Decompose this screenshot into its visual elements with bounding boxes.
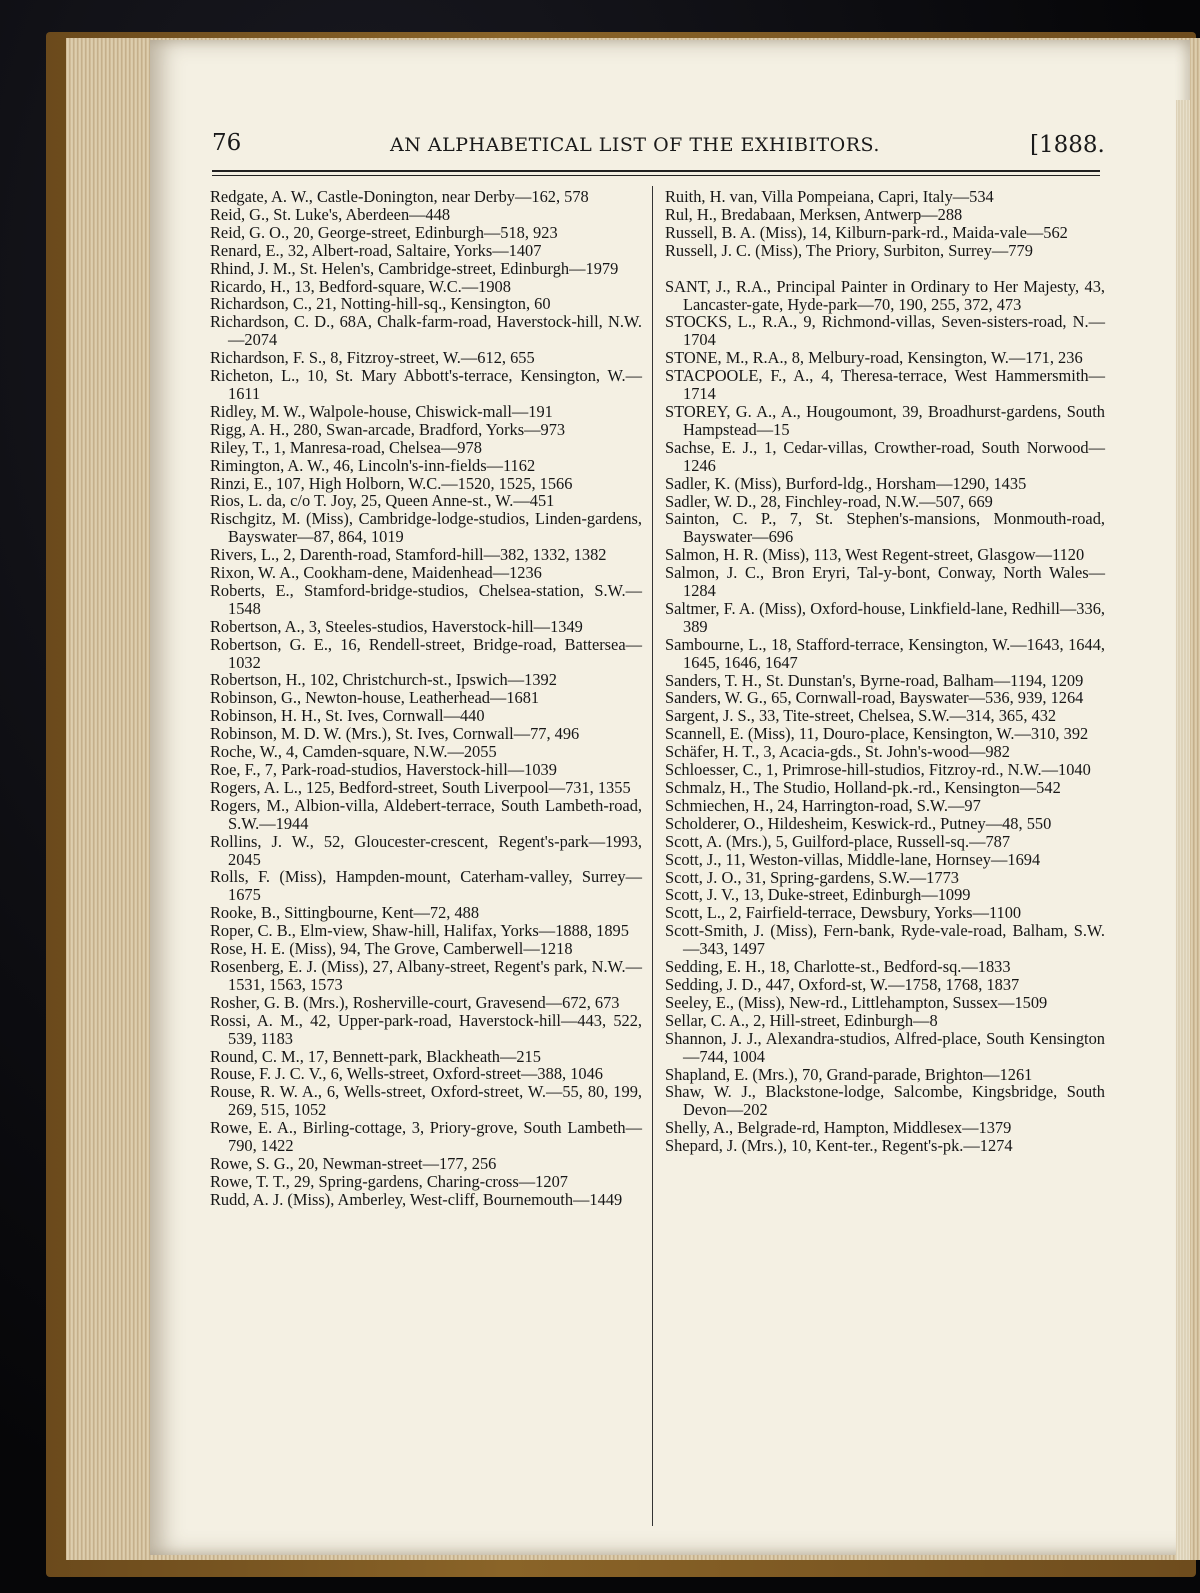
- exhibitor-entry: Sedding, E. H., 18, Charlotte-st., Bedford-sq.—1833: [665, 957, 1011, 977]
- exhibitor-entry: Shapland, E. (Mrs.), 70, Grand-parade, Brighton—1261: [665, 1064, 1033, 1084]
- exhibitor-entry: Shepard, J. (Mrs.), 10, Kent-ter., Regent's-pk.—1274: [665, 1136, 1013, 1156]
- header-rule-thin: [212, 175, 1100, 176]
- year-label: [1888.: [1030, 132, 1105, 158]
- exhibitor-entry: Russell, B. A. (Miss), 14, Kilburn-park-rd., Maida-vale—562: [665, 222, 1068, 242]
- exhibitor-entry: Reid, G. O., 20, George-street, Edinburgh—518, 923: [210, 222, 558, 242]
- exhibitor-entry: Sargent, J. S., 33, Tite-street, Chelsea, S.W.—314, 365, 432: [665, 706, 1057, 726]
- page-number: 76: [212, 130, 242, 156]
- exhibitor-entry: Redgate, A. W., Castle-Donington, near Derby—162, 578: [210, 187, 589, 206]
- exhibitor-entry: Shelly, A., Belgrade-rd, Hampton, Middlesex—1379: [665, 1118, 1012, 1138]
- exhibitor-entry: Rigg, A. H., 280, Swan-arcade, Bradford, Yorks—973: [210, 419, 566, 439]
- exhibitor-entry: Robinson, G., Newton-house, Leatherhead—1681: [210, 688, 540, 708]
- exhibitor-entry: Rose, H. E. (Miss), 94, The Grove, Camberwell—1218: [210, 939, 573, 959]
- exhibitor-entry: Rossi, A. M., 42, Upper-park-road, Haverstock-hill—443, 522, 539, 1183: [210, 1010, 642, 1048]
- exhibitor-entry: Salmon, J. C., Bron Eryri, Tal-y-bont, Conway, North Wales—1284: [665, 563, 1105, 601]
- exhibitor-entry: Rosher, G. B. (Mrs.), Rosherville-court, Gravesend—672, 673: [210, 992, 620, 1012]
- exhibitor-entry: Rosenberg, E. J. (Miss), 27, Albany-street, Regent's park, N.W.—1531, 1563, 1573: [210, 956, 642, 994]
- exhibitor-entry: Schmiechen, H., 24, Harrington-road, S.W.—97: [665, 795, 981, 815]
- left-column: [210, 188, 642, 1209]
- exhibitor-entry: Reid, G., St. Luke's, Aberdeen—448: [210, 204, 451, 224]
- exhibitor-entry: Richardson, C., 21, Notting-hill-sq., Kensington, 60: [210, 294, 551, 314]
- exhibitor-entry: Rivers, L., 2, Darenth-road, Stamford-hill—382, 1332, 1382: [210, 545, 607, 565]
- exhibitor-entry: Scott, L., 2, Fairfield-terrace, Dewsbury, Yorks—1100: [665, 903, 1022, 923]
- header-rule: [212, 170, 1100, 172]
- exhibitor-entry: Rouse, F. J. C. V., 6, Wells-street, Oxford-street—388, 1046: [210, 1064, 603, 1084]
- exhibitor-entry: Sadler, W. D., 28, Finchley-road, N.W.—507, 669: [665, 491, 993, 511]
- exhibitor-entry: Rischgitz, M. (Miss), Cambridge-lodge-studios, Linden-gardens, Bayswater—87, 864, 1019: [210, 509, 642, 547]
- exhibitor-entry: Rixon, W. A., Cookham-dene, Maidenhead—1236: [210, 563, 542, 583]
- exhibitor-entry: Shannon, J. J., Alexandra-studios, Alfred-place, South Kensington—744, 1004: [665, 1028, 1105, 1066]
- exhibitor-entry: Rul, H., Bredabaan, Merksen, Antwerp—288: [665, 204, 963, 224]
- exhibitor-entry: STACPOOLE, F., A., 4, Theresa-terrace, West Hammersmith—1714: [665, 366, 1105, 404]
- exhibitor-entry: Ruith, H. van, Villa Pompeiana, Capri, Italy—534: [665, 187, 994, 206]
- exhibitor-entry: Roe, F., 7, Park-road-studios, Haverstock-hill—1039: [210, 760, 557, 779]
- exhibitor-entry: Scott, A. (Mrs.), 5, Guilford-place, Russell-sq.—787: [665, 831, 1011, 851]
- exhibitor-entry: Rios, L. da, c/o T. Joy, 25, Queen Anne-st., W.—451: [210, 491, 555, 511]
- exhibitor-entry: Rowe, T. T., 29, Spring-gardens, Charing-cross—1207: [210, 1171, 568, 1191]
- exhibitor-entry: Roche, W., 4, Camden-square, N.W.—2055: [210, 742, 497, 762]
- exhibitor-entry: Sadler, K. (Miss), Burford-ldg., Horsham—1290, 1435: [665, 473, 1027, 493]
- exhibitor-entry: Sellar, C. A., 2, Hill-street, Edinburgh—8: [665, 1010, 938, 1030]
- right-column: [665, 188, 1105, 1155]
- running-title: AN ALPHABETICAL LIST OF THE EXHIBITORS.: [390, 134, 880, 156]
- exhibitor-entry: STOREY, G. A., A., Hougoumont, 39, Broadhurst-gardens, South Hampstead—15: [665, 401, 1105, 439]
- exhibitor-entry: STOCKS, L., R.A., 9, Richmond-villas, Seven-sisters-road, N.—1704: [665, 312, 1105, 350]
- exhibitor-entry: Robertson, H., 102, Christchurch-st., Ipswich—1392: [210, 670, 557, 690]
- exhibitor-entry: Sanders, T. H., St. Dunstan's, Byrne-road, Balham—1194, 1209: [665, 670, 1084, 690]
- exhibitor-entry: Scott, J. V., 13, Duke-street, Edinburgh—1099: [665, 885, 971, 905]
- exhibitor-entry: Scott, J., 11, Weston-villas, Middle-lane, Hornsey—1694: [665, 849, 1041, 869]
- exhibitor-entry: Rhind, J. M., St. Helen's, Cambridge-street, Edinburgh—1979: [210, 258, 619, 278]
- exhibitor-entry: Roberts, E., Stamford-bridge-studios, Chelsea-station, S.W.—1548: [210, 580, 642, 618]
- exhibitor-entry: Schmalz, H., The Studio, Holland-pk.-rd., Kensington—542: [665, 778, 1061, 797]
- exhibitor-entry: Rinzi, E., 107, High Holborn, W.C.—1520, 1525, 1566: [210, 473, 573, 493]
- exhibitor-entry: Richardson, C. D., 68A, Chalk-farm-road, Haverstock-hill, N.W.—2074: [210, 312, 642, 350]
- exhibitor-entry: Ricardo, H., 13, Bedford-square, W.C.—1908: [210, 276, 511, 296]
- exhibitor-entry: Shaw, W. J., Blackstone-lodge, Salcombe, Kingsbridge, South Devon—202: [665, 1082, 1105, 1120]
- exhibitor-entry: Robertson, A., 3, Steeles-studios, Haverstock-hill—1349: [210, 616, 583, 636]
- exhibitor-entry: STONE, M., R.A., 8, Melbury-road, Kensington, W.—171, 236: [665, 348, 1083, 368]
- exhibitor-entry: Riley, T., 1, Manresa-road, Chelsea—978: [210, 437, 482, 457]
- exhibitor-entry: Scott, J. O., 31, Spring-gardens, S.W.—1773: [665, 867, 959, 887]
- exhibitor-entry: Rogers, A. L., 125, Bedford-street, South Liverpool—731, 1355: [210, 777, 631, 797]
- exhibitor-entry: Schäfer, H. T., 3, Acacia-gds., St. John's-wood—982: [665, 742, 1010, 762]
- exhibitor-entry: Seeley, E., (Miss), New-rd., Littlehampton, Sussex—1509: [665, 992, 1048, 1012]
- exhibitor-entry: Scannell, E. (Miss), 11, Douro-place, Kensington, W.—310, 392: [665, 724, 1089, 744]
- exhibitor-entry: Round, C. M., 17, Bennett-park, Blackheath—215: [210, 1046, 541, 1066]
- exhibitor-entry: Rimington, A. W., 46, Lincoln's-inn-fields—1162: [210, 455, 536, 475]
- exhibitor-entry: SANT, J., R.A., Principal Painter in Ordinary to Her Majesty, 43, Lancaster-gate, Hyde-park—70, 190, 255, 372, 473: [665, 276, 1105, 314]
- exhibitor-entry: Russell, J. C. (Miss), The Priory, Surbiton, Surrey—779: [665, 240, 1033, 260]
- exhibitor-entry: Rolls, F. (Miss), Hampden-mount, Caterham-valley, Surrey—1675: [210, 867, 642, 905]
- column-divider: [652, 186, 653, 1526]
- exhibitor-entry: Salmon, H. R. (Miss), 113, West Regent-street, Glasgow—1120: [665, 545, 1085, 565]
- exhibitor-entry: Roper, C. B., Elm-view, Shaw-hill, Halifax, Yorks—1888, 1895: [210, 921, 629, 941]
- exhibitor-entry: Rogers, M., Albion-villa, Aldebert-terrace, South Lambeth-road, S.W.—1944: [210, 795, 642, 833]
- exhibitor-entry: Robertson, G. E., 16, Rendell-street, Bridge-road, Battersea—1032: [210, 634, 642, 672]
- exhibitor-entry: Rollins, J. W., 52, Gloucester-crescent, Regent's-park—1993, 2045: [210, 831, 642, 869]
- exhibitor-entry: Sanders, W. G., 65, Cornwall-road, Bayswater—536, 939, 1264: [665, 688, 1084, 708]
- exhibitor-entry: Robinson, H. H., St. Ives, Cornwall—440: [210, 706, 485, 726]
- exhibitor-entry: Robinson, M. D. W. (Mrs.), St. Ives, Cornwall—77, 496: [210, 724, 580, 744]
- exhibitor-entry: Sambourne, L., 18, Stafford-terrace, Kensington, W.—1643, 1644, 1645, 1646, 1647: [665, 634, 1105, 672]
- book-page: [150, 40, 1190, 1555]
- exhibitor-entry: Ridley, M. W., Walpole-house, Chiswick-mall—191: [210, 401, 553, 421]
- exhibitor-entry: Rouse, R. W. A., 6, Wells-street, Oxford-street, W.—55, 80, 199, 269, 515, 1052: [210, 1082, 642, 1120]
- exhibitor-entry: Rowe, S. G., 20, Newman-street—177, 256: [210, 1153, 497, 1173]
- exhibitor-entry: Rowe, E. A., Birling-cottage, 3, Priory-grove, South Lambeth—790, 1422: [210, 1118, 642, 1156]
- exhibitor-entry: Sedding, J. D., 447, Oxford-st, W.—1758, 1768, 1837: [665, 974, 1020, 994]
- facing-page-edge: [1176, 100, 1190, 1560]
- exhibitor-entry: Richeton, L., 10, St. Mary Abbott's-terrace, Kensington, W.—1611: [210, 366, 642, 403]
- exhibitor-entry: Renard, E., 32, Albert-road, Saltaire, Yorks—1407: [210, 240, 542, 260]
- exhibitor-entry: Rooke, B., Sittingbourne, Kent—72, 488: [210, 903, 480, 923]
- exhibitor-entry: Rudd, A. J. (Miss), Amberley, West-cliff, Bournemouth—1449: [210, 1189, 623, 1209]
- section-gap: [665, 260, 1105, 278]
- exhibitor-entry: Scott-Smith, J. (Miss), Fern-bank, Ryde-vale-road, Balham, S.W.—343, 1497: [665, 921, 1105, 959]
- exhibitor-entry: Richardson, F. S., 8, Fitzroy-street, W.—612, 655: [210, 348, 535, 368]
- exhibitor-entry: Saltmer, F. A. (Miss), Oxford-house, Linkfield-lane, Redhill—336, 389: [665, 598, 1105, 636]
- exhibitor-entry: Sachse, E. J., 1, Cedar-villas, Crowther-road, South Norwood—1246: [665, 437, 1105, 475]
- exhibitor-entry: Sainton, C. P., 7, St. Stephen's-mansions, Monmouth-road, Bayswater—696: [665, 509, 1105, 547]
- exhibitor-entry: Scholderer, O., Hildesheim, Keswick-rd., Putney—48, 550: [665, 813, 1052, 833]
- exhibitor-entry: Schloesser, C., 1, Primrose-hill-studios, Fitzroy-rd., N.W.—1040: [665, 760, 1091, 780]
